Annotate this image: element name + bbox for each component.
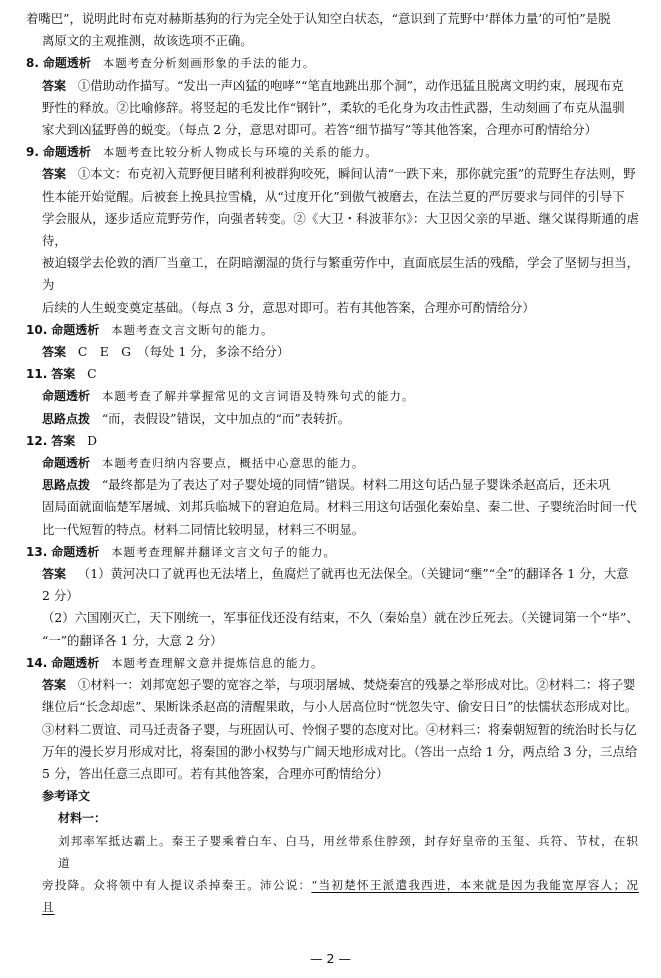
- analysis-text: 本题考查理解并翻译文言文句子的能力。: [111, 544, 337, 559]
- label-analysis: 命题透析: [42, 456, 91, 471]
- analysis-text: 本题考查归纳内容要点，概括中心意思的能力。: [101, 456, 365, 471]
- q12-header: [26, 430, 639, 452]
- answer-text: ①材料一：刘邦宽恕子婴的宽容之举，与项羽屠城、焚烧秦宫的残暴之举形成对比。②材料二：将子婴: [77, 677, 636, 693]
- hint-text: “最终都是为了表达了对子婴处境的同情”错误。材料二用这句话凸显子婴诛杀赵高后，还未巩: [101, 477, 611, 493]
- answer-text: C: [87, 366, 97, 382]
- q13-header: [26, 541, 639, 563]
- q11-header: [26, 363, 639, 385]
- label-analysis: 命题透析: [42, 56, 91, 71]
- label-analysis: 命题透析: [51, 544, 100, 559]
- q13-answer: [26, 563, 639, 585]
- translation-text: 旁投降。众将领中有人提议杀掉秦王。沛公说：: [42, 877, 312, 892]
- q14-header: [26, 652, 639, 674]
- hint-text: “而，表假设”错误，文中加点的“而”表转折。: [101, 410, 351, 426]
- label-answer: 答案: [42, 167, 67, 182]
- label-answer: 答案: [42, 345, 67, 360]
- q14-answer: [26, 674, 639, 696]
- label-reference: 参考译文: [42, 789, 91, 804]
- page-number: — 2 —: [310, 951, 351, 966]
- question-number: 8.: [26, 56, 39, 71]
- question-number: 13.: [26, 544, 48, 559]
- q12-analysis: [26, 452, 639, 474]
- text-line: 性本能开始觉醒。后被套上挽具拉雪橇，从“过度开化”到傲气被磨去，在法兰夏的严厉要求与同伴的引导下: [42, 188, 625, 204]
- question-number: 11.: [26, 367, 48, 382]
- translation-line: 刘邦率军抵达霸上。秦王子婴乘着白车、白马，用丝带系住脖颈，封存好皇帝的玉玺、兵符、节杖，在轵道: [58, 833, 639, 870]
- text-line: 学会服从，逐步适应荒野劳作，向强者转变。②《大卫・科波菲尔》：大卫因父亲的早逝、继父谋得斯通的虐待，: [42, 210, 639, 249]
- label-analysis: 命题透析: [42, 389, 91, 404]
- translation-line: [26, 874, 639, 918]
- answer-text: ①本文：布克初入荒野便目睹利利被群狗咬死，瞬间认清“一跌下来，那你就完蛋”的荒野生存法则，野: [77, 166, 636, 182]
- text-line: 后续的人生蜕变奠定基础。（每点 3 分，意思对即可。若有其他答案，合理亦可酌情给分）: [42, 299, 535, 315]
- text-line: 万年的漫长岁月形成对比，将秦国的渺小权势与广阔天地形成对比。（答出一点给 1 分，两点给 3 分，三点给: [42, 743, 638, 759]
- q8-header: [26, 52, 639, 74]
- analysis-text: 本题考查比较分析人物成长与环境的关系的能力。: [102, 145, 378, 160]
- question-number: 12.: [26, 433, 48, 448]
- text-line: 家犬到凶猛野兽的蜕变。（每点 2 分，意思对即可。若答“细节描写”等其他答案，合理亦可酌情给分）: [42, 122, 598, 138]
- label-hint: 思路点拨: [42, 478, 91, 493]
- text-line: 比一代短暂的特点。材料二同情比较明显，材料三不明显。: [42, 521, 365, 537]
- question-number: 14.: [26, 655, 48, 670]
- underlined-text: “当初楚怀王派遣我西进，本来就是因为我能宽厚容人；况且: [42, 877, 639, 915]
- text-line: “一”的翻译各 1 分，大意 2 分）: [42, 632, 223, 648]
- q9-header: [26, 141, 639, 163]
- label-answer: 答案: [42, 567, 67, 582]
- text-line: 野性的释放。②比喻修辞。将竖起的毛发比作“钢针”，柔软的毛化身为攻击性武器，生动刻画了布克从温驯: [42, 99, 625, 115]
- label-answer: 答案: [51, 433, 76, 448]
- answer-text: C E G （每处 1 分，多涂不给分）: [77, 344, 290, 360]
- reference-translation-heading: [26, 785, 639, 807]
- analysis-text: 本题考查分析刻画形象的手法的能力。: [102, 56, 316, 71]
- text-line: 5 分，答出任意三点即可。若有其他答案，合理亦可酌情给分）: [42, 765, 389, 781]
- text-line: 被迫辍学去伦敦的酒厂当童工，在阴暗潮湿的货行与繁重劳作中，直面底层生活的残酷，学会了坚韧与担当，为: [42, 255, 639, 293]
- analysis-text: 本题考查理解文意并提炼信息的能力。: [111, 655, 324, 670]
- answer-text: （1）黄河决口了就再也无法堵上，鱼腐烂了就再也无法保全。（关键词“壅”“全”的翻译各 1 分，大意: [77, 566, 629, 582]
- label-material: 材料一：: [58, 811, 107, 826]
- text-line: 离原文的主观推测，故该选项不正确。: [42, 33, 253, 49]
- q8-answer: [26, 75, 639, 97]
- analysis-text: 本题考查了解并掌握常见的文言词语及特殊句式的能力。: [101, 389, 415, 404]
- q10-header: [26, 319, 639, 341]
- q10-answer: [26, 341, 639, 363]
- q11-analysis: [26, 385, 639, 407]
- label-answer: 答案: [42, 678, 67, 693]
- answer-text: D: [87, 432, 97, 448]
- q12-hint: [26, 474, 639, 496]
- question-number: 9.: [26, 145, 39, 160]
- question-number: 10.: [26, 322, 48, 337]
- q11-hint: [26, 408, 639, 430]
- label-analysis: 命题透析: [51, 655, 100, 670]
- answer-text: ①借助动作描写。“发出一声凶猛的咆哮”“笔直地跳出那个洞”，动作迅猛且脱离文明约束，展现布克: [77, 77, 624, 93]
- label-answer: 答案: [42, 78, 67, 93]
- text-line: 着嘴巴”，说明此时布克对赫斯基狗的行为完全处于认知空白状态，“意识到了荒野中‘群体力量’的可怕”是脱: [26, 11, 611, 26]
- material-one-heading: [26, 807, 639, 829]
- label-analysis: 命题透析: [51, 322, 100, 337]
- analysis-text: 本题考查文言文断句的能力。: [111, 322, 274, 337]
- label-answer: 答案: [51, 367, 76, 382]
- label-analysis: 命题透析: [42, 145, 91, 160]
- q9-answer: [26, 163, 639, 185]
- text-line: ③材料二贾谊、司马迁责备子婴，与班固认可、怜悯子婴的态度对比。④材料三：将秦朝短暂的统治时长与亿: [42, 721, 637, 737]
- text-line: （2）六国刚灭亡，天下刚统一，军事征伐还没有结束，不久（秦始皇）就在沙丘死去。（关键词第一个“毕”、: [42, 610, 639, 626]
- label-hint: 思路点拨: [42, 411, 91, 426]
- text-line: 固局面就面临楚军屠城、刘邦兵临城下的窘迫危局。材料三用这句话强化秦始皇、秦二世、子婴统治时间一代: [42, 499, 637, 515]
- text-line: 继位后“长念却虑”、果断诛杀赵高的清醒果敢，与小人居高位时“恍忽失守、偷安日日”的怯懦状态形成对比。: [42, 699, 638, 715]
- text-line: 2 分）: [42, 588, 79, 604]
